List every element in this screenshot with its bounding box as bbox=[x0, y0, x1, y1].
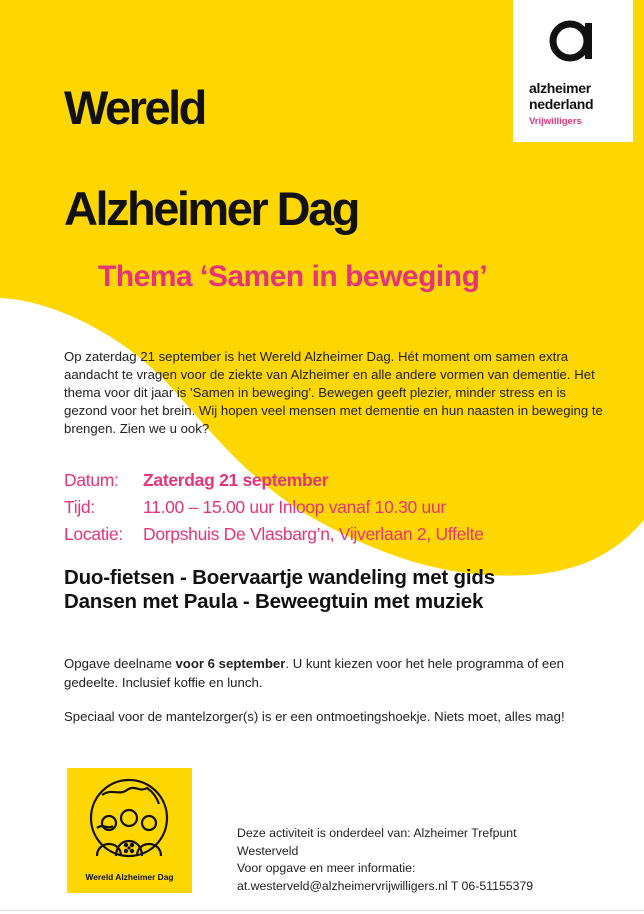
logo-word-alzheimer: alzheimer bbox=[529, 80, 591, 96]
page-bottom-divider bbox=[0, 910, 644, 911]
contact-block bbox=[237, 825, 533, 895]
people-globe-icon bbox=[67, 768, 192, 868]
wereld-alzheimer-dag-logo bbox=[67, 768, 192, 893]
alzheimer-nederland-logo bbox=[513, 0, 633, 142]
logo-a-icon bbox=[548, 16, 598, 66]
signup-prefix: Opgave deelname bbox=[64, 656, 176, 671]
contact-line-3: Voor opgave en meer informatie: bbox=[237, 861, 416, 875]
date-row bbox=[64, 470, 328, 491]
theme-heading: Thema ‘Samen in beweging’ bbox=[98, 260, 488, 293]
signup-suffix: . U kunt kiezen voor het hele programma of een gedeelte. Inclusief koffie en lunch. bbox=[64, 656, 564, 690]
logo-word-nederland: nederland bbox=[529, 96, 594, 112]
date-value: Zaterdag 21 september bbox=[143, 470, 329, 490]
location-value: Dorpshuis De Vlasbarg’n, Vijverlaan 2, Uffelte bbox=[143, 524, 484, 544]
wad-logo-label: Wereld Alzheimer Dag bbox=[85, 872, 174, 882]
title-line-2: Alzheimer Dag bbox=[64, 182, 358, 235]
activities-block bbox=[64, 566, 495, 614]
contact-line-1: Deze activiteit is onderdeel van: Alzheimer Trefpunt bbox=[237, 826, 517, 840]
logo-sub-vrijwilligers: Vrijwilligers bbox=[529, 116, 582, 127]
date-label: Datum: bbox=[64, 470, 119, 490]
time-row bbox=[64, 497, 446, 518]
activities-line-1: Duo-fietsen - Boervaartje wandeling met gids bbox=[64, 566, 495, 589]
time-label: Tijd: bbox=[64, 497, 95, 517]
intro-paragraph: Op zaterdag 21 september is het Wereld Alzheimer Dag. Hét moment om samen extra aandacht te vragen voor de ziekte van Alzheimer en alle andere vormen van dementie. Het thema voor dit jaar is 'Samen in beweging'. Bewegen geeft plezier, minder stress en is gezond voor het brein. Wij hopen veel mensen met dementie en hun naasten in beweging te brengen. Zien we u ook? bbox=[64, 349, 603, 436]
signup-paragraph bbox=[64, 654, 609, 692]
logo-letter-a bbox=[513, 16, 633, 71]
location-label: Locatie: bbox=[64, 524, 123, 544]
contact-line-4: at.westerveld@alzheimervrijwilligers.nl T 06-51155379 bbox=[237, 878, 534, 893]
title-line-1: Wereld bbox=[64, 81, 205, 134]
caregivers-note: Speciaal voor de mantelzorger(s) is er een ontmoetingshoekje. Niets moet, alles mag! bbox=[64, 709, 565, 724]
activities-line-2: Dansen met Paula - Beweegtuin met muziek bbox=[64, 590, 484, 613]
contact-line-2: Westerveld bbox=[237, 843, 299, 858]
location-row bbox=[64, 524, 484, 545]
time-value: 11.00 – 15.00 uur Inloop vanaf 10.30 uur bbox=[143, 497, 446, 517]
signup-deadline: voor 6 september bbox=[175, 656, 286, 671]
